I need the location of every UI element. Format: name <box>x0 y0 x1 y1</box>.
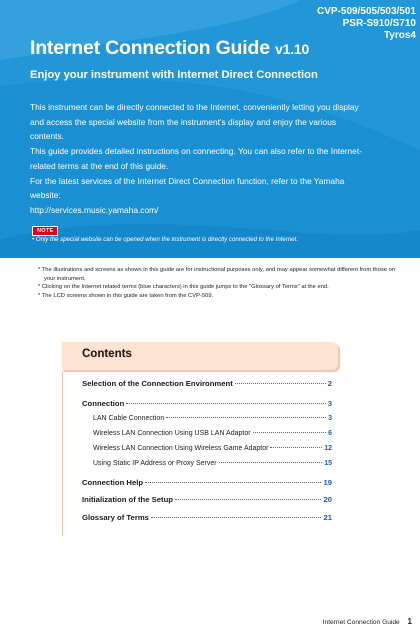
contents-header <box>62 342 338 370</box>
intro-text <box>30 100 365 218</box>
footnotes <box>38 266 396 300</box>
toc-page-number[interactable]: 20 <box>323 495 332 504</box>
toc-item-label: Glossary of Terms <box>82 513 149 522</box>
footer-doc-name: Internet Connection Guide <box>322 619 400 626</box>
toc-item-lan-cable-connection[interactable] <box>82 415 332 422</box>
toc-page-number[interactable]: 3 <box>328 415 332 422</box>
toc-item-wireless-game-adaptor[interactable] <box>82 445 332 452</box>
footnote: * The illustrations and screens as shown in this guide are for instructional purposes only, and may appear somewhat different from those on your instrument. <box>38 267 396 282</box>
toc-item-label: Wireless LAN Connection Using Wireless Game Adaptor <box>93 445 269 452</box>
intro-paragraph: For the latest services of the Internet Direct Connection function, refer to the Yamaha website: <box>30 175 345 201</box>
note-text: • Only the special website can be opened when the instrument is directly connected to the Internet. <box>32 236 299 243</box>
toc-item-selection-of-connection-environment[interactable] <box>82 379 332 388</box>
toc-page-number[interactable]: 2 <box>327 379 332 388</box>
toc-item-label: Using Static IP Address or Proxy Server <box>93 460 217 467</box>
page-subtitle: Enjoy your instrument with Internet Direct Connection <box>30 69 318 81</box>
toc-page-number[interactable]: 12 <box>324 445 332 452</box>
page-footer <box>323 617 412 626</box>
page-title <box>30 37 309 60</box>
header-band <box>0 0 420 258</box>
toc-page-number[interactable]: 6 <box>328 430 332 437</box>
toc-leader-dots <box>145 482 321 483</box>
toc-page-number[interactable]: 3 <box>327 399 332 408</box>
toc-item-connection[interactable] <box>82 399 332 408</box>
model-line: PSR-S910/S710 <box>342 18 416 29</box>
toc-item-wireless-usb-lan-adaptor[interactable] <box>82 430 332 437</box>
toc-item-label: Connection <box>82 399 125 408</box>
toc-leader-dots <box>175 499 321 500</box>
toc-item-static-ip-proxy[interactable] <box>82 460 332 467</box>
toc-leader-dots <box>126 403 325 404</box>
toc-item-label: Initialization of the Setup <box>82 495 173 504</box>
model-list <box>317 6 416 42</box>
contents-title: Contents <box>82 348 132 360</box>
toc-leader-dots <box>235 383 326 384</box>
toc-item-connection-help[interactable] <box>82 478 332 487</box>
toc-page-number[interactable]: 21 <box>323 513 332 522</box>
model-line: Tyros4 <box>383 30 416 41</box>
footnote: * The LCD screens shown in this guide are taken from the CVP-509. <box>38 292 214 299</box>
toc-page-number[interactable]: 19 <box>323 478 332 487</box>
contents-divider <box>62 371 63 536</box>
toc-item-label: Connection Help <box>82 478 144 487</box>
toc-item-initialization-of-setup[interactable] <box>82 495 332 504</box>
title-version: v1.10 <box>275 41 310 57</box>
note-label: NOTE <box>32 226 58 236</box>
toc-leader-dots <box>270 447 322 448</box>
toc-item-label: Selection of the Connection Environment <box>82 379 233 388</box>
title-text: Internet Connection Guide <box>30 37 270 59</box>
toc-leader-dots <box>253 432 327 433</box>
toc-leader-dots <box>219 462 323 463</box>
intro-paragraph: This instrument can be directly connected to the Internet, conveniently letting you display and access the special website from the instrument's display and enjoy the various contents. <box>30 102 359 142</box>
toc-item-label: LAN Cable Connection <box>93 415 165 422</box>
toc-item-label: Wireless LAN Connection Using USB LAN Adaptor <box>93 430 251 437</box>
toc-item-glossary-of-terms[interactable] <box>82 513 332 522</box>
toc-page-number[interactable]: 15 <box>324 460 332 467</box>
toc-leader-dots <box>166 417 326 418</box>
footnote: * Clicking on the Internet related terms (blue characters) in this guide jumps to the "Glossary of Terms" at the end. <box>38 284 329 291</box>
model-line: CVP-509/505/503/501 <box>317 6 416 17</box>
toc-leader-dots <box>151 517 322 518</box>
footer-page-number: 1 <box>407 617 412 626</box>
yamaha-website-link[interactable]: http://services.music.yamaha.com/ <box>30 204 159 215</box>
intro-paragraph: This guide provides detailed instructions on connecting. You can also refer to the Internet-related terms at the end of this guide. <box>30 146 362 171</box>
